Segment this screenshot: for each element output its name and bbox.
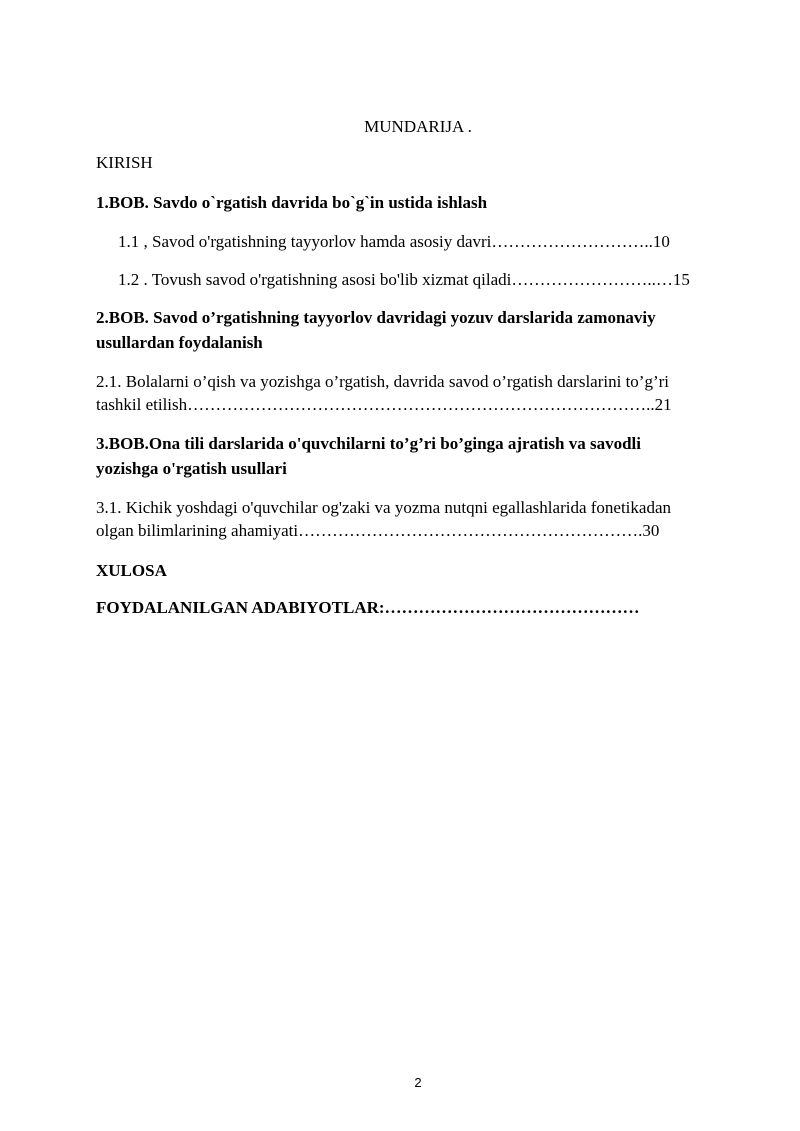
- toc-section-3-1-line-2: olgan bilimlarining ahamiyati…………………………………………………….30: [96, 521, 660, 540]
- toc-entry-kirish: KIRISH: [96, 153, 153, 172]
- toc-section-1-2: 1.2 . Tovush savod o'rgatishning asosi bo'lib xizmat qiladi……………………..…15: [118, 270, 690, 289]
- toc-section-2-1-line-2: tashkil etilish………………………………………………………………………..21: [96, 395, 672, 414]
- toc-chapter-3-title-line-1: 3.BOB.Ona tili darslarida o'quvchilarni to’g’ri bo’ginga ajratish va savodli: [96, 434, 641, 453]
- toc-chapter-2-title-line-2: usullardan foydalanish: [96, 333, 263, 352]
- page-number: 2: [414, 1075, 422, 1090]
- toc-section-1-1: 1.1 , Savod o'rgatishning tayyorlov hamda asosiy davri………………………..10: [118, 232, 670, 251]
- toc-chapter-1-title: 1.BOB. Savdo o`rgatish davrida bo`g`in ustida ishlash: [96, 193, 488, 212]
- document-title: MUNDARIJA .: [364, 117, 472, 136]
- toc-section-2-1-line-1: 2.1. Bolalarni o’qish va yozishga o’rgatish, davrida savod o’rgatish darslarini to’g’ri: [96, 372, 669, 391]
- toc-entry-foydalanilgan-adabiyotlar: FOYDALANILGAN ADABIYOTLAR:………………………………………: [96, 598, 640, 617]
- toc-chapter-3-title-line-2: yozishga o'rgatish usullari: [96, 459, 287, 478]
- toc-chapter-2-title-line-1: 2.BOB. Savod o’rgatishning tayyorlov davridagi yozuv darslarida zamonaviy: [96, 308, 656, 327]
- toc-entry-xulosa: XULOSA: [96, 561, 167, 580]
- toc-section-3-1-line-1: 3.1. Kichik yoshdagi o'quvchilar og'zaki va yozma nutqni egallashlarida fonetikadan: [96, 498, 671, 517]
